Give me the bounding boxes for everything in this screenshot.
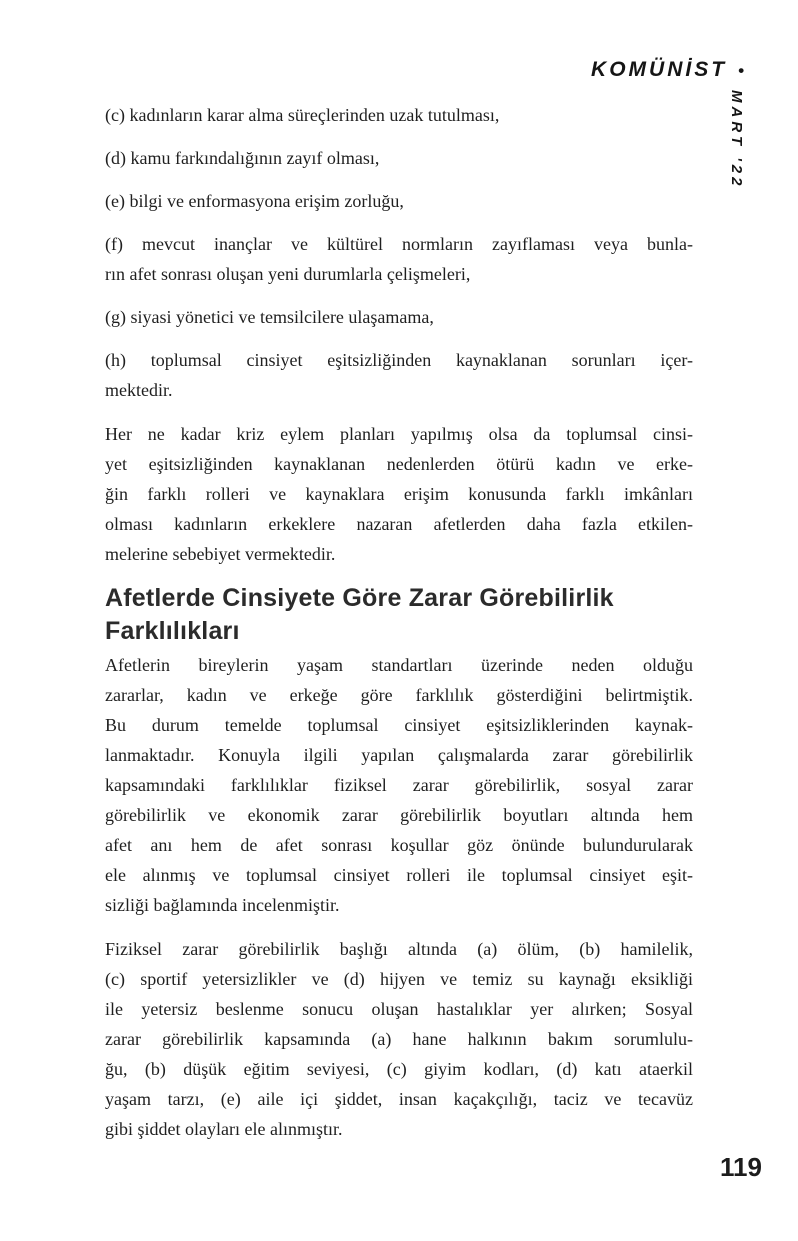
masthead-title: KOMÜNİST [591,58,728,81]
text-line: kapsamındaki farklılıklar fiziksel zarar görebilirlik, sosyal zarar [105,775,693,795]
text-line: (c) kadınların karar alma süreçlerinden uzak tutulması, [105,105,500,125]
text-line: (g) siyasi yönetici ve temsilcilere ulaşamama, [105,307,434,327]
paragraph-gender-inequality [105,419,693,569]
text-line: zarar görebilirlik kapsamında (a) hane halkının bakım sorumlulu- [105,1029,693,1049]
list-item-f [105,229,693,289]
list-item-e [105,186,693,216]
text-line: gibi şiddet olayları ele alınmıştır. [105,1119,343,1139]
paragraph-vulnerability-differences [105,650,693,920]
text-line: ile yetersiz beslenme sonucu oluşan hastalıklar yer alırken; Sosyal [105,999,693,1019]
text-line: (e) bilgi ve enformasyona erişim zorluğu, [105,191,404,211]
text-line: (c) sportif yetersizlikler ve (d) hijyen ve temiz su kaynağı eksikliği [105,969,693,989]
text-line: rın afet sonrası oluşan yeni durumlarla çelişmeleri, [105,264,471,284]
text-line: zararlar, kadın ve erkeğe göre farklılık gösterdiğini belirtmiştik. [105,685,693,705]
text-line: Farklılıkları [105,617,240,645]
text-line: olması kadınların erkeklere nazaran afetlerden daha fazla etkilen- [105,514,693,534]
text-line: Afetlerin bireylerin yaşam standartları üzerinde neden olduğu [105,655,693,675]
text-line: Fiziksel zarar görebilirlik başlığı altında (a) ölüm, (b) hamilelik, [105,939,693,959]
text-line: yet eşitsizliğinden kaynaklanan nedenlerden ötürü kadın ve erke- [105,454,693,474]
text-line: (f) mevcut inançlar ve kültürel normların zayıflaması veya bunla- [105,234,693,254]
text-line: ele alınmış ve toplumsal cinsiyet rolleri ile toplumsal cinsiyet eşit- [105,865,693,885]
text-line: ğu, (b) düşük eğitim seviyesi, (c) giyim kodları, (d) katı ataerkil [105,1059,693,1079]
text-line: ğin farklı rolleri ve kaynaklara erişim konusunda farklı imkânları [105,484,693,504]
masthead-bullet-icon: • [738,60,744,80]
list-item-d [105,143,693,173]
text-line: Afetlerde Cinsiyete Göre Zarar Görebilirlik [105,584,614,612]
text-line: (h) toplumsal cinsiyet eşitsizliğinden kaynaklanan sorunları içer- [105,350,693,370]
list-item-g [105,302,693,332]
list-item-c [105,100,693,130]
text-line: (d) kamu farkındalığının zayıf olması, [105,148,380,168]
text-line: mektedir. [105,380,173,400]
paragraph-physical-social-vulnerability [105,934,693,1144]
text-line: Her ne kadar kriz eylem planları yapılmış olsa da toplumsal cinsi- [105,424,693,444]
section-heading [105,582,693,648]
text-line: sizliği bağlamında incelenmiştir. [105,895,340,915]
text-line: melerine sebebiyet vermektedir. [105,544,336,564]
text-line: yaşam tarzı, (e) aile içi şiddet, insan kaçakçılığı, taciz ve tecavüz [105,1089,693,1109]
masthead [591,58,744,82]
text-line: lanmaktadır. Konuyla ilgili yapılan çalışmalarda zarar görebilirlik [105,745,693,765]
text-line: afet anı hem de afet sonrası koşullar göz önünde bulundurularak [105,835,693,855]
text-line: Bu durum temelde toplumsal cinsiyet eşitsizliklerinden kaynak- [105,715,693,735]
text-line: görebilirlik ve ekonomik zarar görebilirlik boyutları altında hem [105,805,693,825]
page-number: 119 [720,1152,762,1182]
issue-date-vertical: MART '22 [728,90,745,190]
list-item-h [105,345,693,405]
article-body [105,100,693,1144]
